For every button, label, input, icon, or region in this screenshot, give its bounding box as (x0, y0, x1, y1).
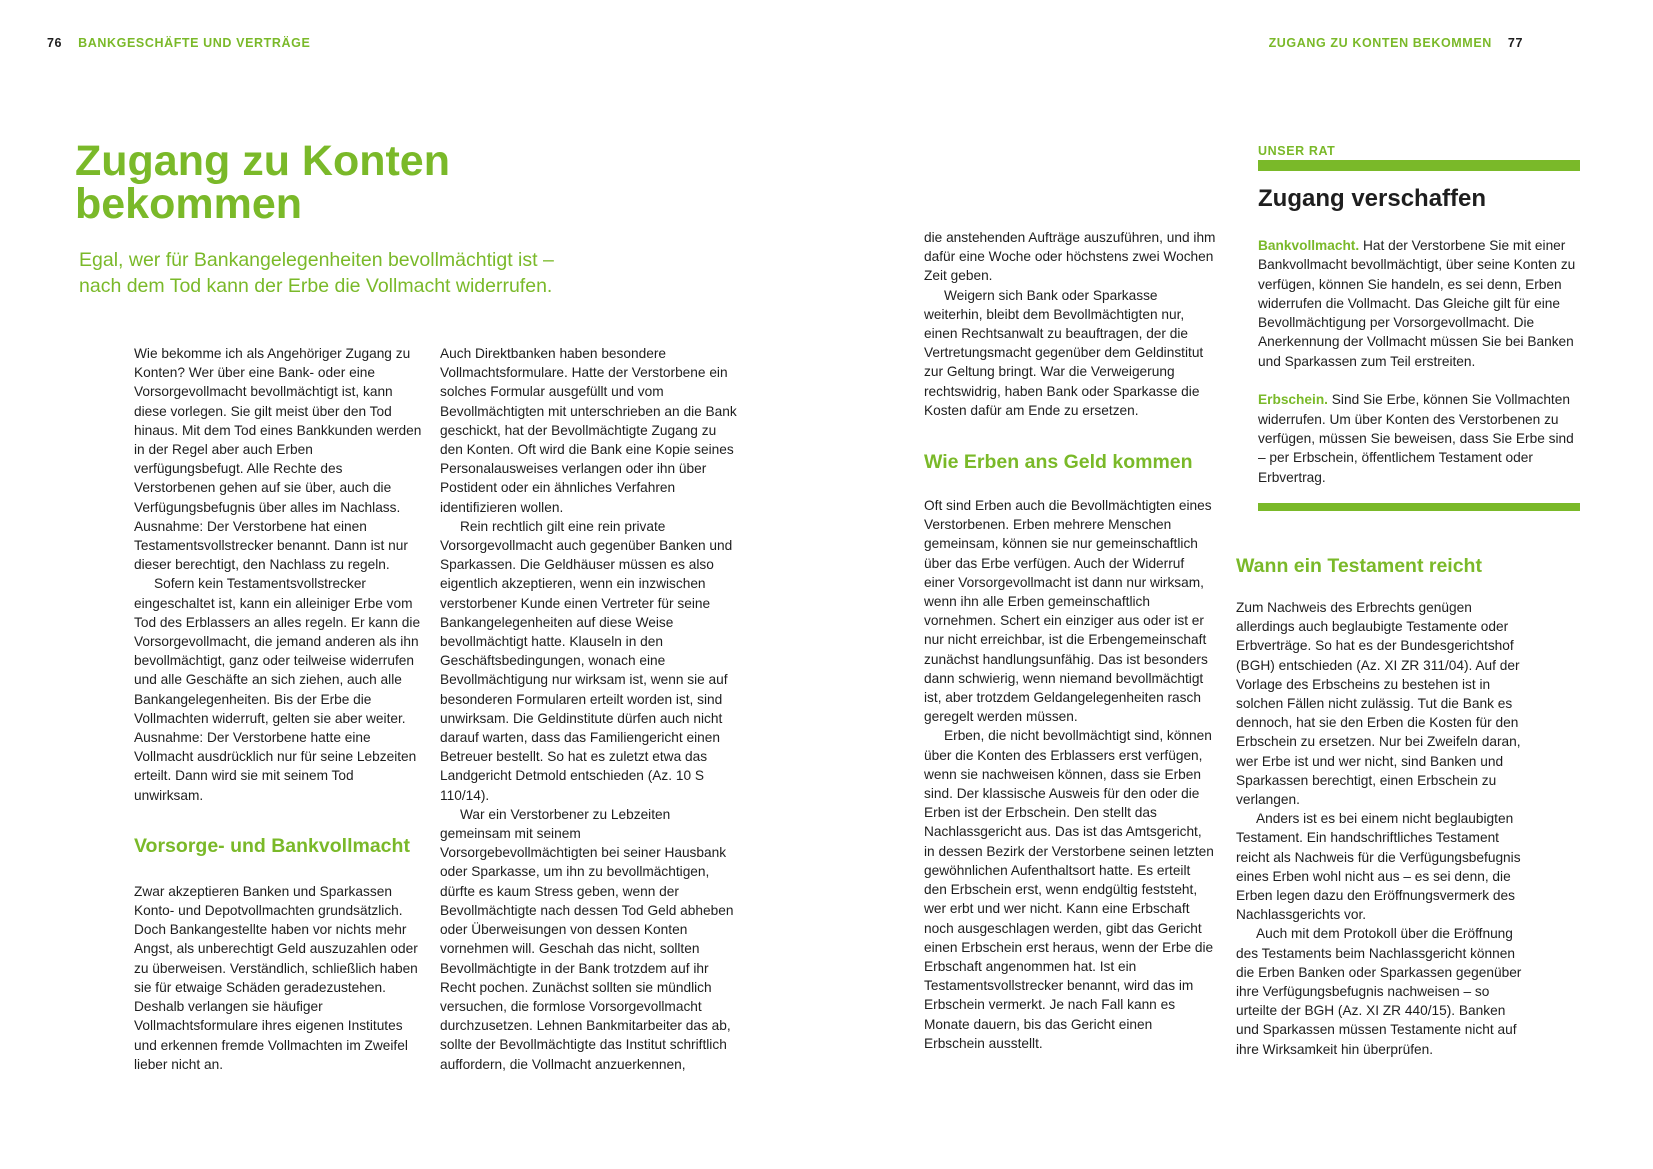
text-column-3 (924, 228, 1216, 1053)
paragraph: Zwar akzeptieren Banken und Sparkassen Konto- und Depotvollmachten grundsätzlich. Doch Bankangestellte haben vor nichts mehr Angst, als unberechtigt Geld auszuzahlen oder zu überweisen. Verständlich, schließlich haben sie für etwaige Schäden geradezustehen. Deshalb verlangen sie häufiger Vollmachtsformulare ihres eigenen Institutes und erkennen fremde Vollmachten im Zweifel lieber nicht an. (134, 883, 418, 1072)
tip-box (1258, 142, 1580, 511)
paragraph: Sofern kein Testamentsvollstrecker eingeschaltet ist, kann ein alleiniger Erbe vom Tod des Erblassers an alles regeln. Er kann die Vorsorgevollmacht, die jemand anderen als ihn bevollmächtigt, ganz oder teilweise widerrufen und alle Geschäfte an sich ziehen, auch alle Bankangelegenheiten. Bis der Erbe die Vollmachten widerruft, gelten sie aber weiter. Ausnahme: Der Verstorbene hatte eine Vollmacht ausdrücklich nur für seine Lebzeiten erteilt. Dann wird sie mit seinem Tod unwirksam. (134, 576, 421, 803)
running-head-left (47, 36, 310, 50)
tip-item-erbschein (1258, 390, 1580, 486)
tip-box-top-bar (1258, 160, 1580, 171)
paragraph: Zum Nachweis des Erbrechts genügen allerdings auch beglaubigte Testamente oder Erbverträge. So hat es der Bundesgerichtshof (BGH) entschieden (Az. XI ZR 311/04). Auf der Vorlage des Erbscheins zu bestehen ist in solchen Fällen nicht zulässig. Tut die Bank es dennoch, hat sie den Erben die Kosten für den Erbschein zu ersetzen. Nur bei Zweifeln daran, wer Erbe ist und wer nicht, sind Banken und Sparkassen berechtigt, einen Erbschein zu verlangen. (1236, 600, 1521, 808)
tip-box-label: UNSER RAT (1258, 144, 1336, 158)
page-title: Zugang zu Konten bekommen (75, 137, 450, 228)
text-column-2 (440, 344, 738, 1074)
page-number-left: 76 (47, 36, 63, 50)
paragraph: Auch mit dem Protokoll über die Eröffnung des Testaments beim Nachlassgericht können die Erben Banken oder Sparkassen gegenüber ihre Verfügungsbefugnis nachweisen – so urteilte der BGH (Az. XI ZR 440/15). Banken und Sparkassen müssen Testamente nicht auf ihre Wirksamkeit hin überprüfen. (1236, 926, 1522, 1057)
tip-item-text: Sind Sie Erbe, können Sie Vollmachten widerrufen. Um über Konten des Verstorbenen zu verfügen, müssen Sie beweisen, dass Sie Erbe sind – per Erbschein, öffentlichem Testament oder Erbvertrag. (1258, 392, 1574, 485)
section-heading: Wann ein Testament reicht (1236, 555, 1482, 577)
section-title-right: ZUGANG ZU KONTEN BEKOMMEN (1268, 36, 1492, 50)
section-heading: Wie Erben ans Geld kommen (924, 451, 1193, 474)
running-head-right (1269, 36, 1523, 50)
tip-item-text: Hat der Verstorbene Sie mit einer Bankvollmacht bevollmächtigt, über seine Konten zu verfügen, können Sie handeln, es sei denn, Erben widerrufen die Vollmacht. Das Gleiche gilt für eine Bevollmächtigung per Vorsorgevollmacht. Die Anerkennung der Vollmacht müssen Sie bei Banken und Sparkassen zum Teil erstreiten. (1258, 238, 1576, 369)
section-heading: Vorsorge- und Bankvollmacht (134, 834, 410, 857)
tip-box-bottom-bar (1258, 503, 1580, 511)
tip-box-title: Zugang verschaffen (1258, 185, 1487, 212)
page-number-right: 77 (1507, 36, 1523, 50)
paragraph: Wie bekomme ich als Angehöriger Zugang zu Konten? Wer über eine Bank- oder eine Vorsorgevollmacht bevollmächtigt ist, kann diese vorlegen. Sie gilt meist über den Tod hinaus. Mit dem Tod eines Bankkunden werden in der Regel aber auch Erben verfügungsbefugt. Alle Rechte des Verstorbenen gehen auf sie über, auch die Verfügungsbefugnis über alles im Nachlass. Ausnahme: Der Verstorbene hat einen Testamentsvollstrecker benannt. Dann ist nur dieser berechtigt, den Nachlass zu regeln. (134, 346, 422, 573)
paragraph: Anders ist es bei einem nicht beglaubigten Testament. Ein handschriftliches Testament reicht als Nachweis für die Verfügungsbefugnis eines Erben wohl nicht aus – es sei denn, die Erben legen dazu den Eröffnungsvermerk des Nachlassgerichts vor. (1236, 811, 1521, 923)
tip-item-keyword: Erbschein. (1258, 392, 1328, 408)
paragraph: Auch Direktbanken haben besondere Vollmachtsformulare. Hatte der Verstorbene ein solches Formular ausgefüllt und vom Bevollmächtigten mit unterschrieben an die Bank geschickt, hat der Bevollmächtigte Zugang zu den Konten. Oft wird die Bank eine Kopie seines Personalausweises verlangen oder ihn über Postident oder ein ähnliches Verfahren identifizieren wollen. (440, 346, 737, 515)
paragraph: Weigern sich Bank oder Sparkasse weiterhin, bleibt dem Bevollmächtigten nur, einen Rechtsanwalt zu beauftragen, der die Vertretungsmacht gegenüber dem Geldinstitut zur Geltung bringt. War die Verweigerung rechtswidrig, haben Bank oder Sparkasse die Kosten dafür am Ende zu ersetzen. (924, 287, 1204, 418)
tip-item-keyword: Bankvollmacht. (1258, 238, 1360, 253)
lead-paragraph: Egal, wer für Bankangelegenheiten bevollmächtigt ist – nach dem Tod kann der Erbe die Vollmacht widerrufen. (79, 249, 554, 297)
paragraph: Oft sind Erben auch die Bevollmächtigten eines Verstorbenen. Erben mehrere Menschen gemeinsam, können sie nur gemeinschaftlich über das Erbe verfügen. Auch der Widerruf einer Vorsorgevollmacht ist dann nur wirksam, wenn ihn alle Erben gemeinschaftlich vornehmen. Schert ein einziger aus oder ist er nur nicht erreichbar, ist die Erbengemeinschaft zunächst handlungsunfähig. Das ist besonders dann schwierig, wenn niemand bevollmächtigt ist, aber trotzdem Geldangelegenheiten rasch geregelt werden müssen. (924, 498, 1212, 725)
text-column-1 (134, 344, 424, 1074)
paragraph: die anstehenden Aufträge auszuführen, und ihm dafür eine Woche oder höchstens zwei Wochen Zeit geben. (924, 230, 1216, 284)
paragraph: Erben, die nicht bevollmächtigt sind, können über die Konten des Erblassers erst verfügen, wenn sie nachweisen können, dass sie Erben sind. Der klassische Ausweis für den oder die Erben ist der Erbschein. Den stellt das Nachlassgericht aus. Das ist das Amtsgericht, in dessen Bezirk der Verstorbene seinen letzten gewöhnlichen Aufenthaltsort hatte. Es erteilt den Erbschein erst, wenn endgültig feststeht, wer erbt und wer nicht. Kann eine Erbschaft noch ausgeschlagen werden, gibt das Gericht einen Erbschein erst heraus, wenn der Erbe die Erbschaft angenommen hat. Ist ein Testamentsvollstrecker benannt, wird das im Erbschein vermerkt. Je nach Fall kann es Monate dauern, bis das Gericht einen Erbschein ausstellt. (924, 728, 1214, 1051)
text-column-4 (1236, 555, 1526, 1059)
tip-item-bankvollmacht (1258, 236, 1580, 371)
paragraph: Rein rechtlich gilt eine rein private Vorsorgevollmacht auch gegenüber Banken und Sparkassen. Die Geldhäuser müssen es also eigentlich akzeptieren, wenn ein inzwischen verstorbener Kunde einen Vertreter für seine Bankangelegenheiten auf diese Weise bevollmächtigt hatte. Klauseln in den Geschäftsbedingungen, wonach eine Bevollmächtigung nur wirksam ist, wenn sie auf besonderen Formularen erteilt worden ist, sind unwirksam. Die Geldinstitute dürfen auch nicht darauf warten, dass das Familiengericht einen Betreuer bestellt. So hat es zuletzt etwa das Landgericht Detmold entschieden (Az. 10 S 110/14). (440, 518, 733, 803)
paragraph: War ein Verstorbener zu Lebzeiten gemeinsam mit seinem Vorsorgebevollmächtigten bei seiner Hausbank oder Sparkasse, um ihn zu bevollmächtigen, dürfte es kaum Stress geben, wenn der Bevollmächtigte nach dessen Tod Geld abheben oder Überweisungen von dessen Konten vornehmen will. Geschah das nicht, sollten Bevollmächtigte in der Bank trotzdem auf ihr Recht pochen. Zunächst sollten sie mündlich versuchen, die formlose Vorsorgevollmacht durchzusetzen. Lehnen Bankmitarbeiter das ab, sollte der Bevollmächtigte das Institut schriftlich auffordern, die Vollmacht anzuerkennen, (440, 806, 734, 1072)
section-title-left: BANKGESCHÄFTE UND VERTRÄGE (78, 36, 311, 50)
